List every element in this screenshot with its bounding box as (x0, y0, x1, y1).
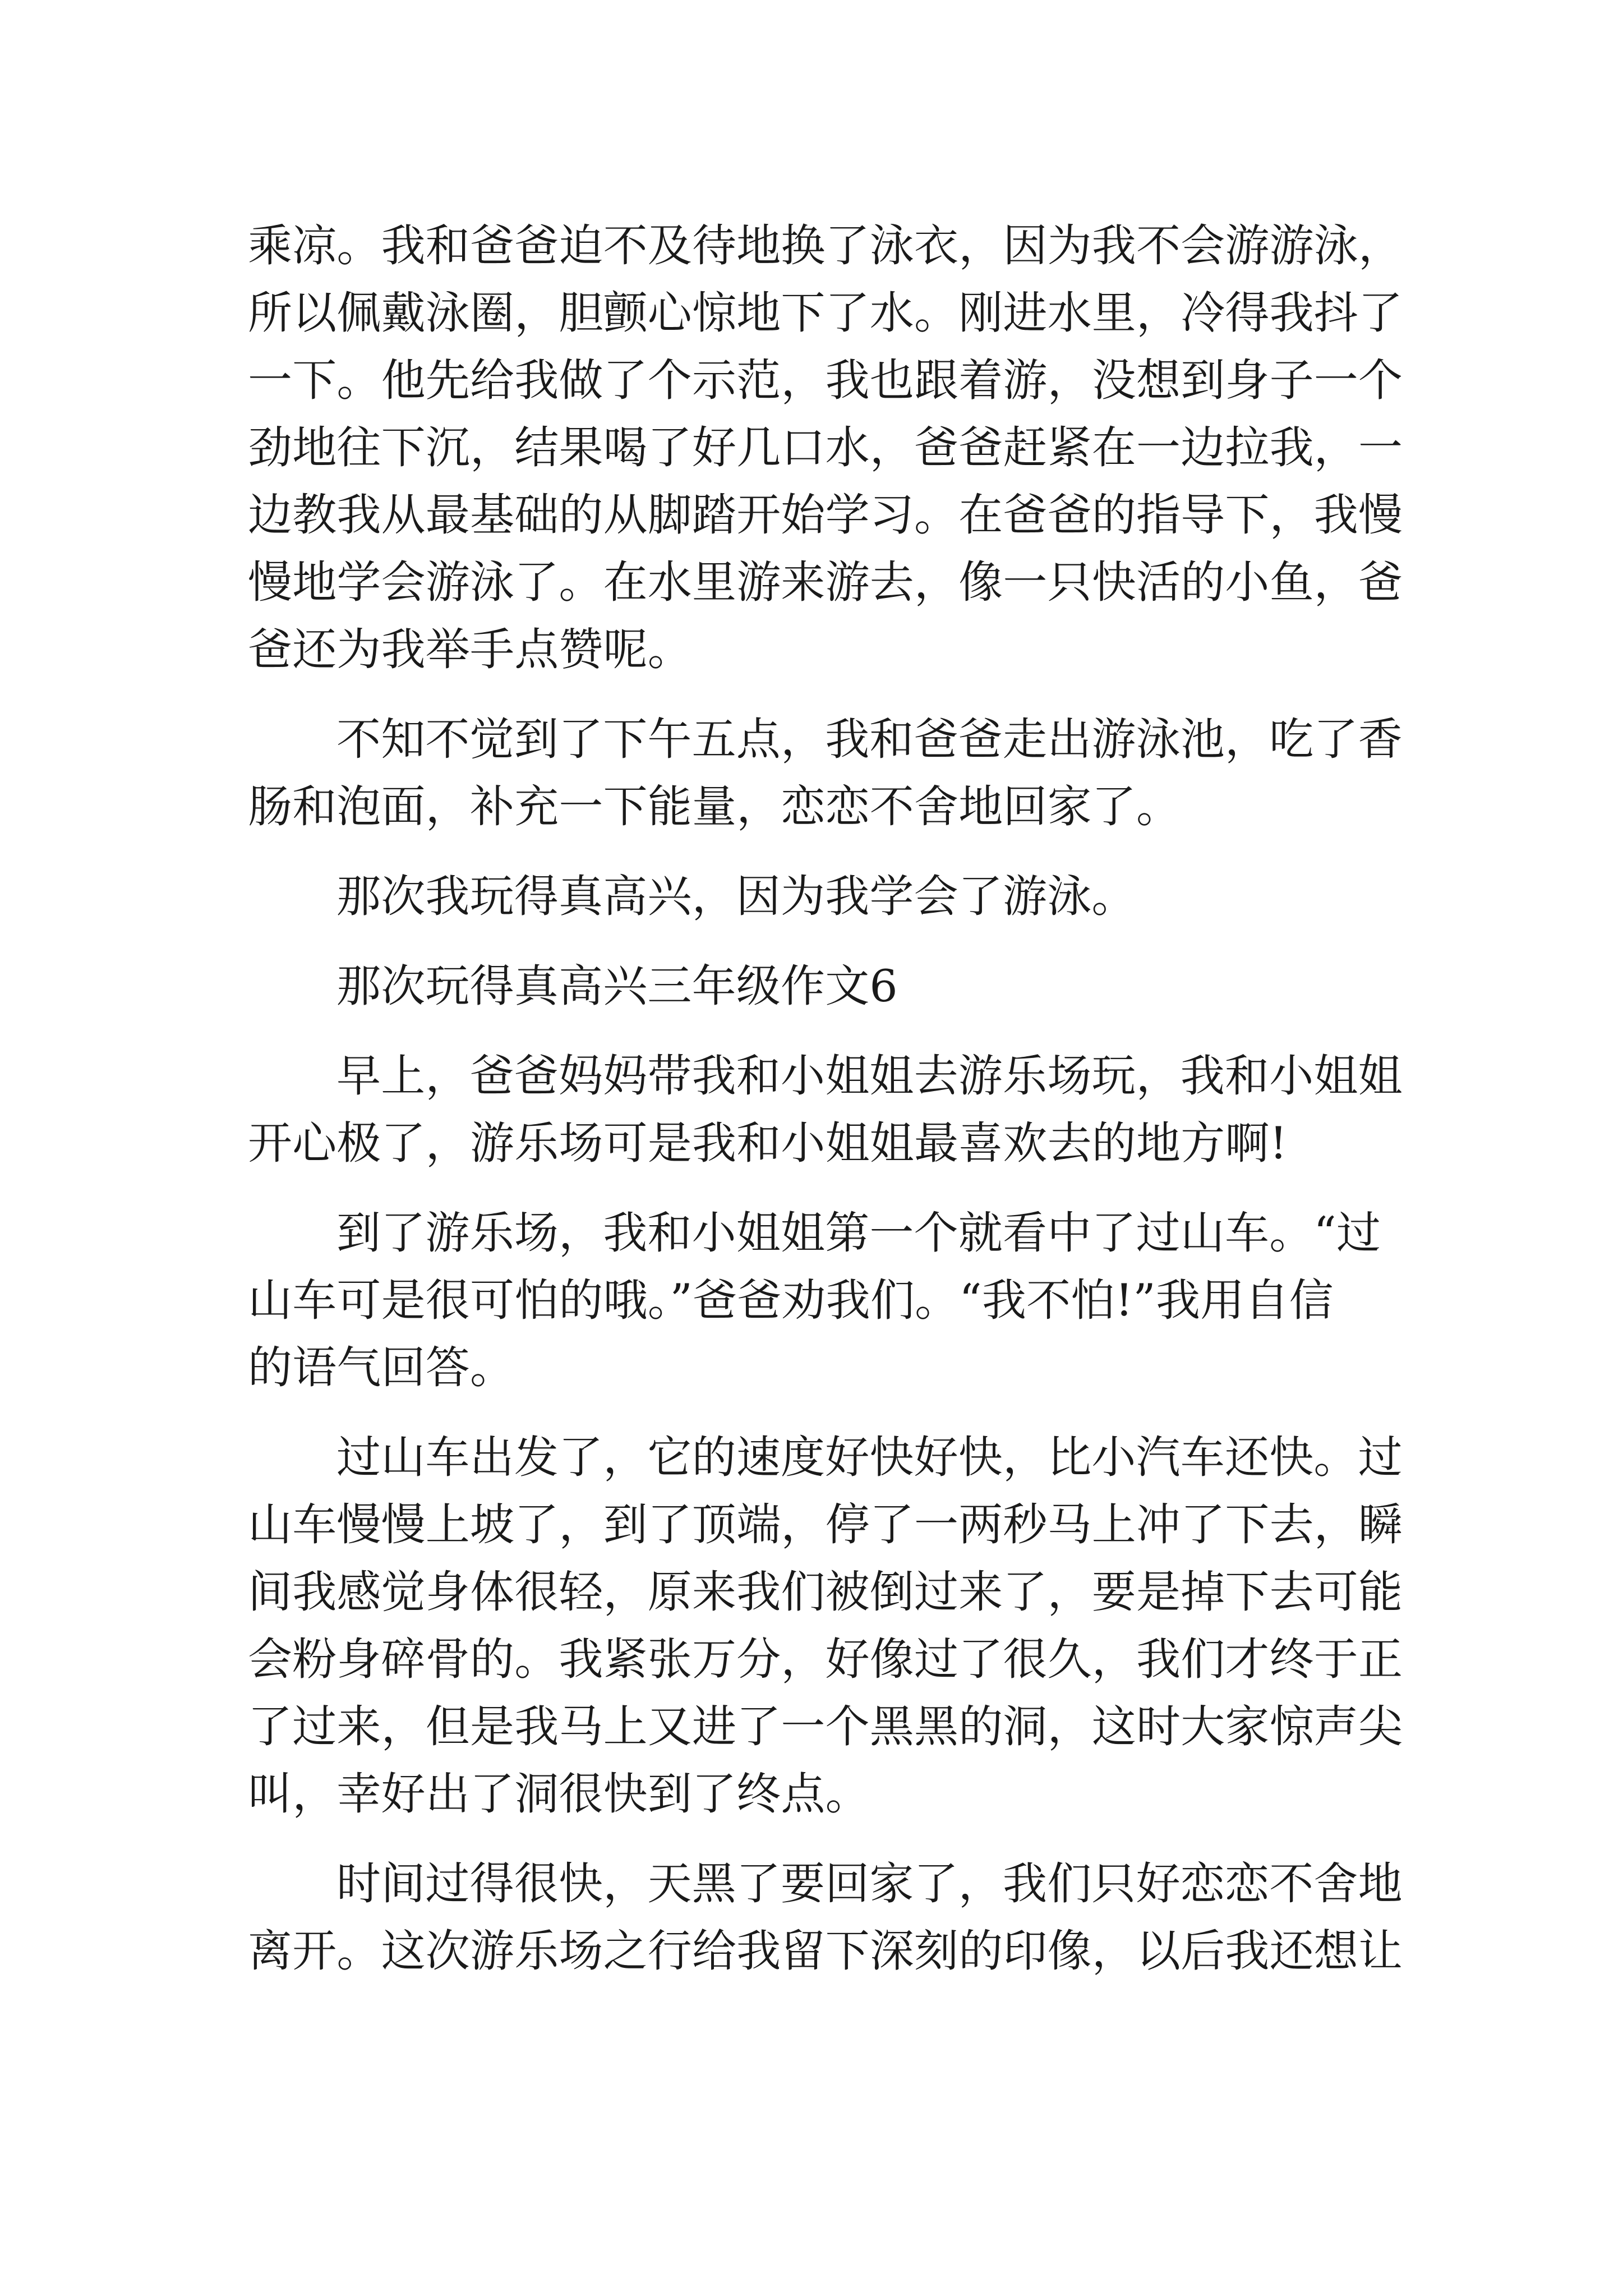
text-line: 开心极了，游乐场可是我和小姐姐最喜欢去的地方啊! (248, 1117, 1288, 1169)
paragraph-going-home (248, 706, 1403, 840)
text-line: 劲地往下沉，结果喝了好几口水，爸爸赶紧在一边拉我，一 (248, 422, 1403, 473)
text-line: 过山车出发了，它的速度好快好快，比小汽车还快。过 (336, 1432, 1403, 1483)
text-line: 乘凉。我和爸爸迫不及待地换了泳衣，因为我不会游游泳， (248, 220, 1403, 272)
paragraph-conclusion (248, 863, 1403, 930)
text-line: 山车可是很可怕的哦。”爸爸劝我们。“我不怕!”我用自信 (248, 1274, 1334, 1326)
text-line: 的语气回答。 (248, 1342, 515, 1393)
text-line: 时间过得很快，天黑了要回家了，我们只好恋恋不舍地 (336, 1858, 1403, 1910)
text-line: 山车慢慢上坡了，到了顶端，停了一两秒马上冲了下去，瞬 (248, 1499, 1403, 1550)
document-body (248, 212, 1403, 2007)
text-line: 不知不觉到了下午五点，我和爸爸走出游泳池，吃了香 (336, 714, 1403, 765)
paragraph-leaving (248, 1850, 1403, 1985)
text-line: 爸还为我举手点赞呢。 (248, 624, 692, 675)
text-line: 间我感觉身体很轻，原来我们被倒过来了，要是掉下去可能 (248, 1566, 1403, 1618)
text-line: 离开。这次游乐场之行给我留下深刻的印像，以后我还想让 (248, 1925, 1403, 1977)
text-line: 肠和泡面，补充一下能量，恋恋不舍地回家了。 (248, 781, 1181, 832)
text-line: 边教我从最基础的从脚踏开始学习。在爸爸的指导下，我慢 (248, 489, 1403, 541)
text-line: 叫，幸好出了洞很快到了终点。 (248, 1768, 870, 1820)
paragraph-swimming-lesson (248, 212, 1403, 683)
essay-heading (248, 953, 1403, 1020)
essay-title: 那次玩得真高兴三年级作文6 (336, 960, 898, 1012)
paragraph-roller-coaster-choice (248, 1199, 1403, 1401)
paragraph-morning (248, 1042, 1403, 1177)
text-line: 到了游乐场，我和小姐姐第一个就看中了过山车。“过 (336, 1207, 1381, 1259)
text-line: 那次我玩得真高兴，因为我学会了游泳。 (336, 871, 1136, 922)
text-line: 一下。他先给我做了个示范，我也跟着游，没想到身子一个 (248, 355, 1403, 406)
text-line: 了过来，但是我马上又进了一个黑黑的洞，这时大家惊声尖 (248, 1701, 1403, 1752)
text-line: 所以佩戴泳圈，胆颤心惊地下了水。刚进水里，冷得我抖了 (248, 287, 1403, 339)
text-line: 会粉身碎骨的。我紧张万分，好像过了很久，我们才终于正 (248, 1634, 1403, 1685)
paragraph-roller-coaster-ride (248, 1424, 1403, 1828)
text-line: 慢地学会游泳了。在水里游来游去，像一只快活的小鱼，爸 (248, 556, 1403, 608)
text-line: 早上，爸爸妈妈带我和小姐姐去游乐场玩，我和小姐姐 (336, 1050, 1403, 1102)
